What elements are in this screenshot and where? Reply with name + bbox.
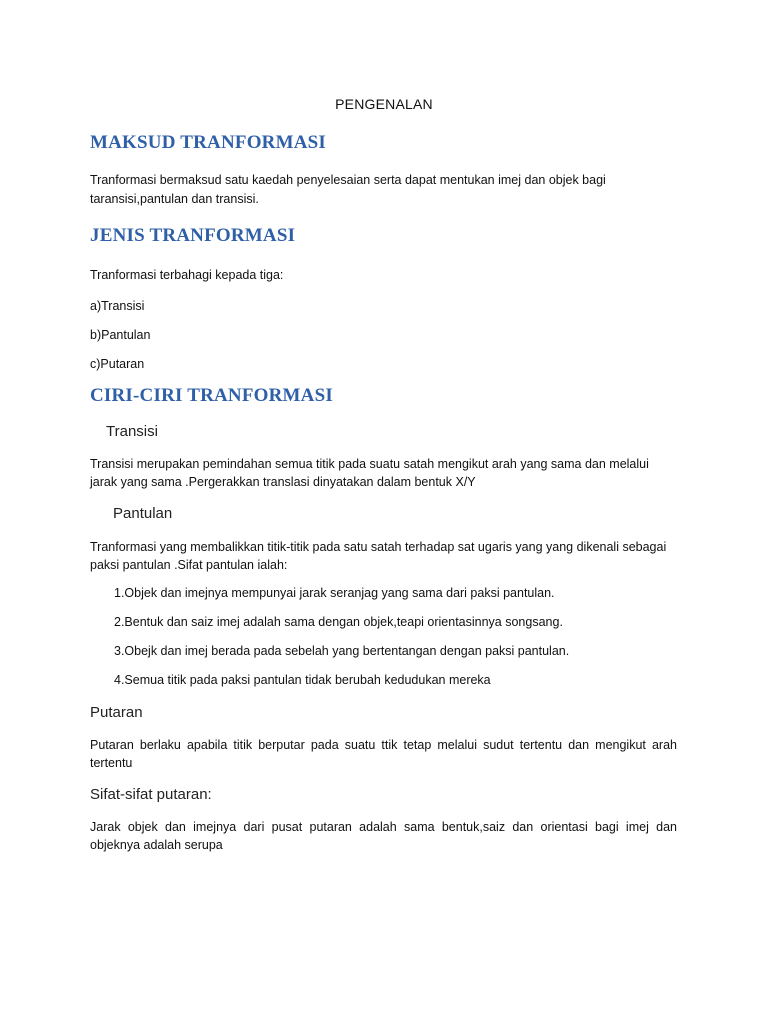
putaran-paragraph: Putaran berlaku apabila titik berputar pada suatu ttik tetap melalui sudut tertentu dan mengikut arah tertentu	[90, 738, 677, 770]
jenis-intro: Tranformasi terbahagi kepada tiga:	[90, 268, 284, 282]
jenis-item-putaran: c)Putaran	[90, 357, 145, 371]
subheading-pantulan: Pantulan	[113, 505, 173, 522]
heading-jenis: JENIS TRANFORMASI	[90, 225, 296, 246]
transisi-line2: jarak yang sama .Pergerakkan translasi dinyatakan dalam bentuk X/Y	[90, 475, 476, 489]
pantulan-property-4: 4.Semua titik pada paksi pantulan tidak berubah kedudukan mereka	[114, 673, 491, 687]
jenis-item-pantulan: b)Pantulan	[90, 328, 151, 342]
pantulan-line1: Tranformasi yang membalikkan titik-titik pada satu satah terhadap sat ugaris yang yang dikenali sebagai	[90, 540, 667, 554]
heading-maksud: MAKSUD TRANFORMASI	[90, 132, 327, 153]
pantulan-property-3: 3.Obejk dan imej berada pada sebelah yang bertentangan dengan paksi pantulan.	[114, 644, 570, 658]
heading-ciri: CIRI-CIRI TRANFORMASI	[90, 385, 333, 406]
pantulan-property-2: 2.Bentuk dan saiz imej adalah sama dengan objek,teapi orientasinnya songsang.	[114, 615, 563, 629]
pantulan-property-1: 1.Objek dan imejnya mempunyai jarak seranjag yang sama dari paksi pantulan.	[114, 586, 555, 600]
maksud-paragraph-line2: taransisi,pantulan dan transisi.	[90, 192, 259, 206]
transisi-line1: Transisi merupakan pemindahan semua titik pada suatu satah mengikut arah yang sama dan melalui	[90, 457, 649, 471]
document-title: PENGENALAN	[335, 96, 433, 112]
maksud-paragraph-line1: Tranformasi bermaksud satu kaedah penyelesaian serta dapat mentukan imej dan objek bagi	[90, 173, 606, 187]
subheading-putaran: Putaran	[90, 704, 143, 721]
subheading-transisi: Transisi	[106, 423, 158, 440]
sifat-putaran-paragraph: Jarak objek dan imejnya dari pusat putaran adalah sama bentuk,saiz dan orientasi bagi imej dan objeknya adalah serupa	[90, 820, 677, 852]
pantulan-line2: paksi pantulan .Sifat pantulan ialah:	[90, 558, 288, 572]
jenis-item-transisi: a)Transisi	[90, 299, 145, 313]
subheading-sifat-putaran: Sifat-sifat putaran:	[90, 786, 212, 803]
